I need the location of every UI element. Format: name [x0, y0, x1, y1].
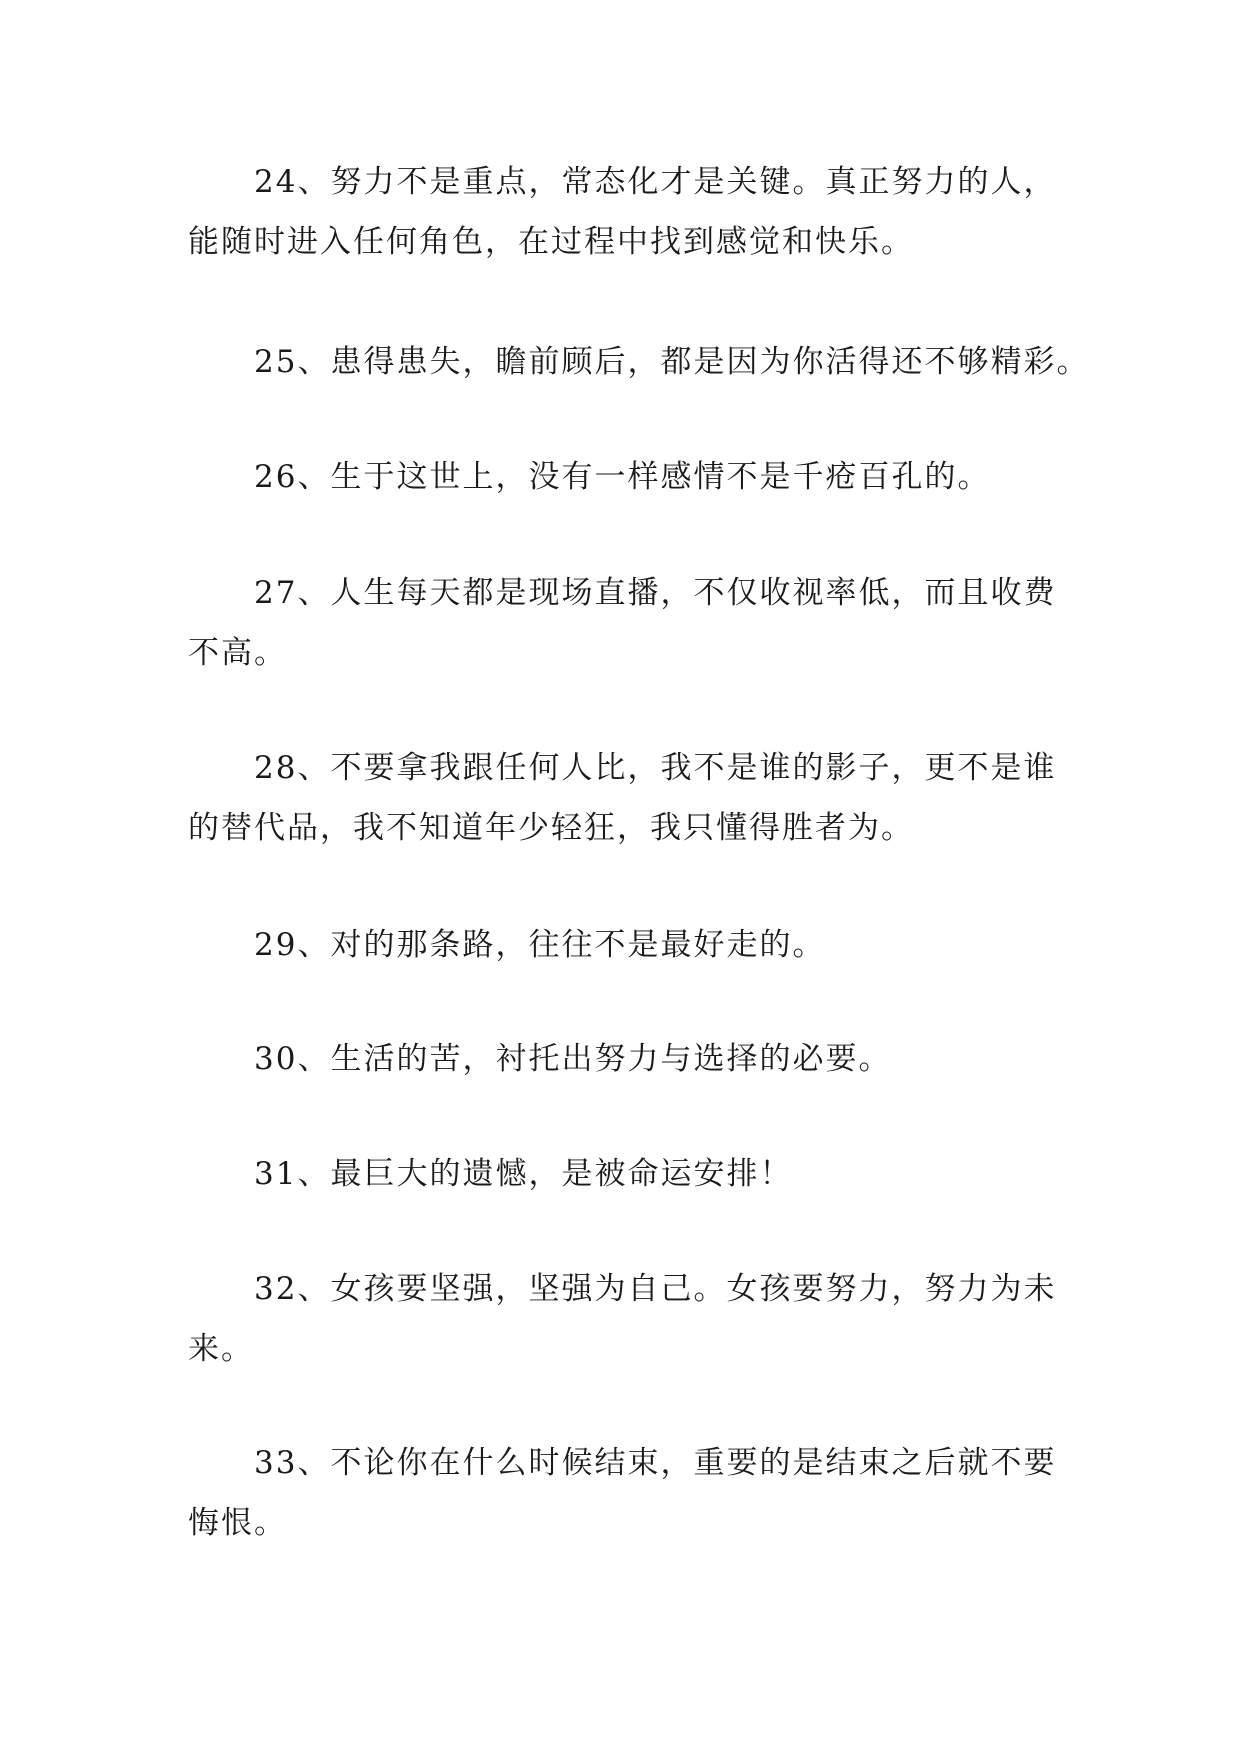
paragraph-line: 28、不要拿我跟任何人比，我不是谁的影子，更不是谁: [254, 750, 1057, 786]
paragraph-line: 来。: [188, 1331, 254, 1367]
paragraph-31: [188, 1144, 1058, 1204]
paragraph-32: [188, 1259, 1058, 1379]
paragraph-line: 的替代品，我不知道年少轻狂，我只懂得胜者为。: [188, 810, 914, 846]
paragraph-line: 30、生活的苦，衬托出努力与选择的必要。: [254, 1041, 892, 1077]
paragraph-line: 24、努力不是重点，常态化才是关键。真正努力的人，: [254, 164, 1057, 200]
paragraph-24: [188, 152, 1058, 272]
paragraph-27: [188, 563, 1058, 683]
paragraph-line: 32、女孩要坚强，坚强为自己。女孩要努力，努力为未: [254, 1271, 1057, 1307]
paragraph-line: 25、患得患失，瞻前顾后，都是因为你活得还不够精彩。: [254, 344, 1090, 380]
paragraph-28: [188, 738, 1058, 858]
paragraph-line: 不高。: [188, 635, 287, 671]
paragraph-line: 26、生于这世上，没有一样感情不是千疮百孔的。: [254, 459, 991, 495]
paragraph-33: [188, 1433, 1058, 1553]
paragraph-line: 33、不论你在什么时候结束，重要的是结束之后就不要: [254, 1445, 1057, 1481]
paragraph-26: [188, 447, 1058, 507]
paragraph-line: 27、人生每天都是现场直播，不仅收视率低，而且收费: [254, 575, 1057, 611]
paragraph-line: 29、对的那条路，往往不是最好走的。: [254, 927, 826, 963]
paragraph-line: 能随时进入任何角色，在过程中找到感觉和快乐。: [188, 224, 914, 260]
paragraph-25: [188, 332, 1090, 392]
paragraph-30: [188, 1029, 1058, 1089]
paragraph-line: 悔恨。: [188, 1505, 287, 1541]
paragraph-29: [188, 915, 1058, 975]
paragraph-line: 31、最巨大的遗憾，是被命运安排！: [254, 1156, 793, 1192]
